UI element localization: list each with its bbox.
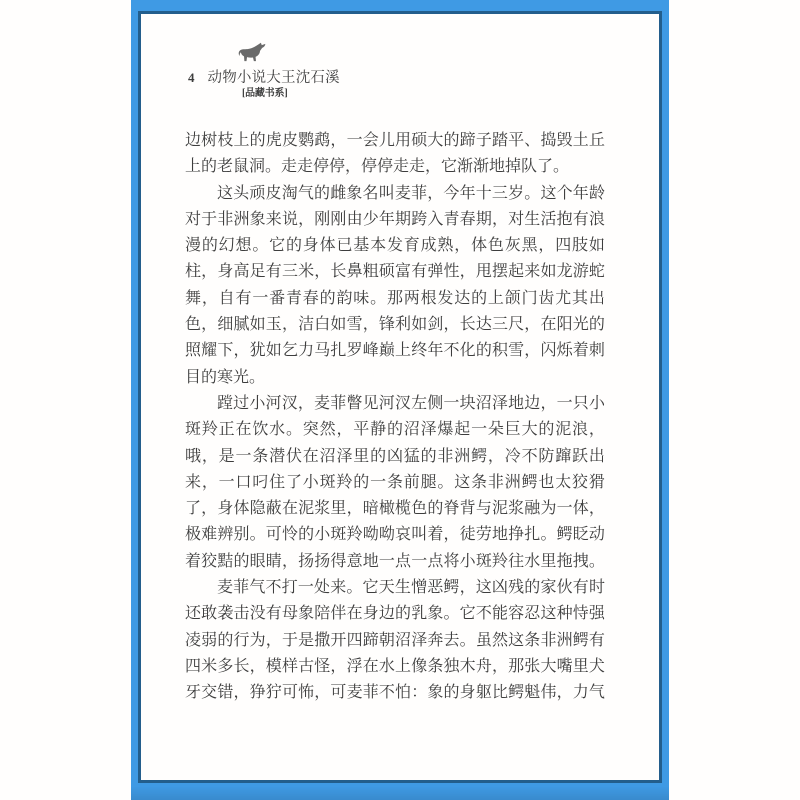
text-line: 柱 ， 身 高 足 有 三 米 ， 长 鼻 粗 硕 富 有 弹 性 ， 甩 摆 起 来 如 龙 游 蛇	[185, 263, 605, 281]
paragraph	[185, 391, 605, 575]
photo-blue-frame	[131, 0, 669, 800]
text-line: 漫 的 幻 想 。 它 的 身 体 已 基 本 发 育 成 熟 ， 体 色 灰 黑 ， 四 肢 如	[185, 237, 605, 255]
text-line: 麦 菲 气 不 打 一 处 来 。 它 天 生 憎 恶 鳄 ， 这 凶 残 的 家 伙 有 时	[217, 579, 605, 597]
text-line: 来 ， 一 口 叼 住 了 小 斑 羚 的 一 条 前 腿 。 这 条 非 洲 鳄 也 太 狡 猾	[185, 473, 605, 491]
text-line: 上的老鼠洞。走走停停，停停走走，它渐渐地掉队了。	[185, 158, 570, 176]
text-line: 对 于 非 洲 象 来 说 ， 刚 刚 由 少 年 期 跨 入 青 春 期 ， 对 生 活 抱 有 浪	[185, 210, 605, 228]
text-line: 极 难 辨 别 。 可 怜 的 小 斑 羚 呦 呦 哀 叫 着 ， 徒 劳 地 挣 扎 。 鳄 眨 动	[185, 526, 605, 544]
text-line: 着 狡 黠 的 眼 睛 ， 扬 扬 得 意 地 一 点 一 点 将 小 斑 羚 往 水 里 拖 拽 。	[185, 552, 605, 570]
text-line: 目的寒光。	[185, 368, 266, 386]
page-number: 4	[188, 70, 195, 85]
text-line: 牙 交 错 ， 狰 狞 可 怖 ， 可 麦 菲 不 怕 ： 象 的 身 躯 比 鳄 魁 伟 ， 力 气	[185, 684, 605, 702]
text-line: 了 ， 身 体 隐 蔽 在 泥 浆 里 ， 暗 橄 榄 色 的 脊 背 与 泥 浆 融 为 一 体 ，	[185, 500, 605, 518]
text-line: 蹚 过 小 河 汊 ， 麦 菲 瞥 见 河 汊 左 侧 一 块 沼 泽 地 边 ， 一 只 小	[217, 394, 605, 412]
text-line: 舞 ， 自 有 一 番 青 春 的 韵 味 。 那 两 根 发 达 的 上 颌 门 齿 尤 其 出	[185, 289, 605, 307]
text-line: 四 米 多 长 ， 模 样 古 怪 ， 浮 在 水 上 像 条 独 木 舟 ， 那 张 大 嘴 里 犬	[185, 657, 605, 675]
page-header	[188, 66, 340, 84]
paragraph	[185, 181, 605, 391]
series-subtitle: [品藏书系]	[242, 88, 288, 99]
paragraph	[185, 128, 605, 181]
body-text	[185, 128, 605, 707]
paragraph	[185, 575, 605, 706]
text-line: 斑 羚 正 在 饮 水 。 突 然 ， 平 静 的 沼 泽 爆 起 一 朵 巨 大 的 泥 浪 ，	[185, 421, 605, 439]
text-line: 哦 ， 是 一 条 潜 伏 在 沼 泽 里 的 凶 猛 的 非 洲 鳄 ， 冷 不 防 蹿 跃 出	[185, 447, 605, 465]
wolf-logo-icon	[237, 42, 269, 64]
text-line: 凌 弱 的 行 为 ， 于 是 撒 开 四 蹄 朝 沼 泽 奔 去 。 虽 然 这 条 非 洲 鳄 有	[185, 631, 605, 649]
text-line: 这 头 顽 皮 淘 气 的 雌 象 名 叫 麦 菲 ， 今 年 十 三 岁 。 这 个 年 龄	[217, 184, 605, 202]
text-line: 色 ， 细 腻 如 玉 ， 洁 白 如 雪 ， 锋 利 如 剑 ， 长 达 三 尺 ， 在 阳 光 的	[185, 316, 605, 334]
text-line: 照 耀 下 ， 犹 如 乞 力 马 扎 罗 峰 巅 上 终 年 不 化 的 积 雪 ， 闪 烁 着 刺	[185, 342, 605, 360]
text-line: 边 树 枝 上 的 虎 皮 鹦 鹉 ， 一 会 儿 用 硕 大 的 蹄 子 踏 平 、 捣 毁 土 丘	[185, 132, 605, 149]
book-page	[138, 11, 662, 783]
text-line: 还 敢 袭 击 没 有 母 象 陪 伴 在 身 边 的 乳 象 。 它 不 能 容 忍 这 种 恃 强	[185, 605, 605, 623]
series-title: 动物小说大王沈石溪	[207, 70, 340, 86]
